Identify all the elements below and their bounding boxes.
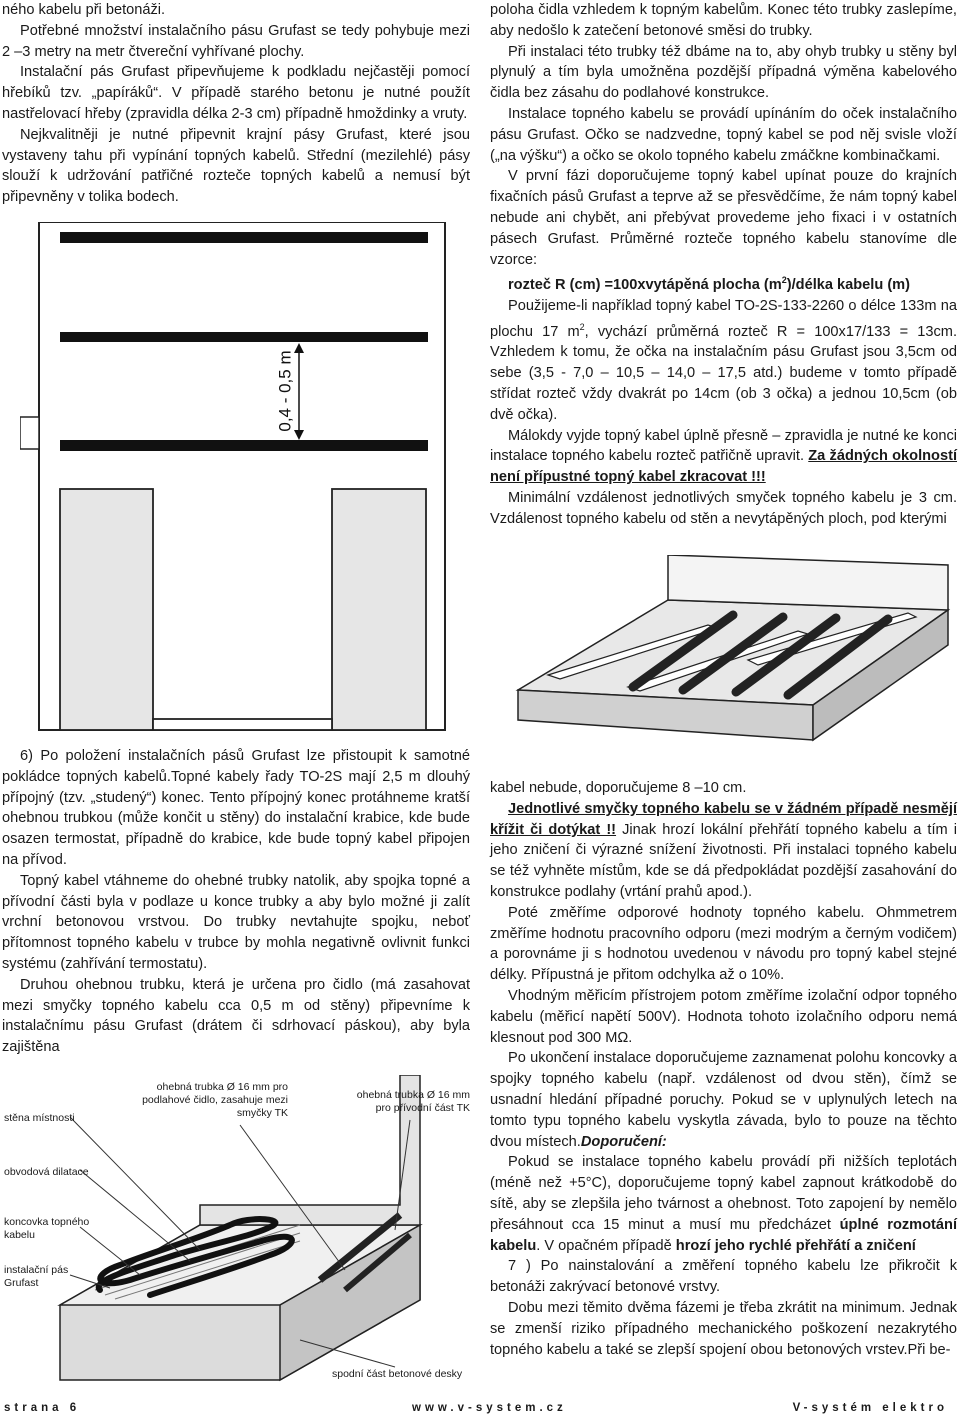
paragraph: Jednotlivé smyčky topného kabelu se v žádném případě nesmějí křížit či dotýkat !! Jinak hrozí lokální přehřátí topného kabelu a tím i jeho zničení či výrazné snížení životnosti. Při instalaci topného kabelu se též vyhněte místům, kde se dá předpokládat pozdější zasahování do konstrukce podlahy (vrtání prahů apod.). — [490, 800, 957, 900]
grufast-strip — [60, 440, 428, 451]
paragraph: Nejkvalitněji je nutné připevnit krajní pásy Grufast, které jsou vystaveny tahu při vypínání topných kabelů. Střední (mezilehlé) pásy slouží k udržování patřičné rozteče topných kabelů a nemusí být připevněny v tolika bodech. — [2, 126, 470, 206]
paragraph: poloha čidla vzhledem k topným kabelům. Konec této trubky zaslepíme, aby nedošlo k zatečení betonové směsi do trubky. — [490, 2, 957, 39]
page-number: strana 6 — [4, 1402, 81, 1414]
paragraph: Instalace topného kabelu se provádí upínáním do oček instalačního pásu Grufast. Očko se nadzvedne, topný kabel se pod něj svisle vloží („na výšku“) a očko se okolo topného kabelu zmáčkne kombinačkami. — [490, 105, 957, 164]
paragraph: 6) Po položení instalačních pásů Grufast lze přistoupit k samotné pokládce topných kabelů.Topné kabely řady TO-2S mají 2,5 m dlouhý přípojný (tzv. „studený“) konec. Tento přípojný konec protáhneme kratší ohebnou trubkou (může končit u stěny) do instalační krabice, kde bude osazen termostat, případně do krabice, kde bude topný kabel připojen na přívod. — [2, 748, 470, 868]
label-wall: stěna místnosti — [4, 1112, 75, 1124]
paragraph: Topný kabel vtáhneme do ohebné trubky natolik, aby spojka topné a přívodní části byla v podlaze u konce trubky a aby bylo možné ji zalít vrchní betonovou vrstvou. Do trubky nevtahujte spojku, neboť přítomnost topného kabelu v trubce by mohla negativně ovlivnit funkci systému (zahřívání termostatu). — [2, 872, 470, 972]
paragraph: Použijeme-li například topný kabel TO-2S-133-2260 o délce 133m na plochu 17 $m^2$, vychází průměrná rozteč R = 100x17/133 = 13cm. Vzhledem k tomu, že očka na instalačním pásu Grufast jsou 3,5cm od sebe (3,5 - 7,0 – 10,5 – 14,0 – 17,5 atd.) budeme v tomto případě střídat rozteč vždy dvakrát po 14cm (ob 3 očka) a jednou 10,5cm (ob dvě očka). — [490, 298, 957, 423]
paragraph: Poté změříme odporové hodnoty topného kabelu. Ohmmetrem změříme hodnotu pracovního odporu (mezi modrým a černým vodičem) a porovnáme ji s hodnotou uvedenou v návodu pro topný kabel stejné délky. Přípustná je přitom odchylka až o 10%. — [490, 904, 957, 984]
paragraph: Potřebné množství instalačního pásu Grufast se tedy pohybuje mezi 2 –3 metry na metr čtvereční vyhřívané plochy. — [2, 22, 470, 60]
text-column-right-top — [490, 0, 957, 530]
text-column-right-bottom — [490, 778, 957, 1360]
paragraph: Vhodným měřicím přístrojem potom změříme izolační odpor topného kabelu (měřicí napětí 500V). Hodnota tohoto izolačního odporu nemá klesnout pod 300 MΩ. — [490, 987, 957, 1046]
wall-back — [668, 555, 948, 610]
paragraph: kabel nebude, doporučujeme 8 –10 cm. — [490, 780, 747, 796]
door-box — [20, 417, 39, 449]
page-footer — [0, 1398, 960, 1418]
paragraph: Dobu mezi těmito dvěma fázemi je třeba zkrátit na minimum. Jednak se zmenší riziko případného mechanického poškození nezakrytého topného kabelu a také se zlepší spojení obou betonových vrstev.Při be- — [490, 1299, 957, 1358]
unheated-area-right — [332, 489, 426, 730]
paragraph: Minimální vzdálenost jednotlivých smyček topného kabelu je 3 cm. Vzdálenost topného kabelu od stěn a nevytápěných ploch, pod kterými — [490, 490, 957, 527]
label-cable-end: koncovka topného kabelu — [4, 1216, 90, 1241]
paragraph: Při instalaci této trubky též dbáme na to, aby ohyb trubky u stěny byl plynulý a tím byla umožněna pozdější případná výměna kabelového čidla bez zásahu do podlahové konstrukce. — [490, 43, 957, 102]
grufast-strip — [60, 232, 428, 243]
paragraph: ného kabelu při betonáži. — [2, 2, 166, 18]
threshold — [153, 719, 332, 730]
paragraph: Málokdy vyjde topný kabel úplně přesně – zpravidla je nutné ke konci instalace topného kabelu rozteč patřičně upravit. Za žádných okolností není přípustné topný kabel zkracovat !!! — [490, 427, 958, 486]
paragraph: Instalační pás Grufast připevňujeme k podkladu nejčastěji pomocí hřebíků tzv. „papíráků“. V případě starého betonu je nutné použít nastřelovací hřeby (zpravidla délka 2-3 cm) případně hmoždinky a vruty. — [2, 64, 470, 122]
paragraph: Po ukončení instalace doporučujeme zaznamenat polohu koncovky a spojky topného kabelu (např. vzdálenost od dvou stěn), čímž se usnadní hledání případné poruchy. Pokud se v uplynulých letech na tomto typu topného kabelu vyskytla závada, bylo to pouze na těchto dvou místech.Doporučení: — [490, 1050, 957, 1150]
grufast-strips-diagram — [20, 222, 465, 742]
paragraph: Druhou ohebnou trubku, která je určena pro čidlo (má zasahovat mezi smyčky topného kabelu cca 0,5 m od stěny) připevníme k instalačnímu pásu Grufast (drátem či sdrhovací páskou), aby byla zajištěna — [2, 976, 470, 1056]
label-tube-sensor: ohebná trubka Ø 16 mm pro podlahové čidlo, zasahuje mezi smyčky TK — [142, 1081, 288, 1119]
formula: rozteč R (cm) =100xvytápěná plocha $(m^2)$/délka kabelu (m) — [508, 275, 911, 294]
paragraph: V první fázi doporučujeme topný kabel upínat pouze do krajních fixačních pásů Grufast a teprve až se přesvědčíme, že nám topný kabel nebude ani chybět, ani přebývat provedeme jeho fixaci i v ostatních pásech Grufast. Průměrné rozteče topného kabelu stanovíme dle vzorce: — [490, 168, 957, 268]
label-tube-supply: ohebná trubka Ø 16 mm pro přívodní část TK — [356, 1089, 470, 1114]
dimension-label: 0,4 - 0,5 m — [275, 350, 295, 432]
label-dilatation: obvodová dilatace — [4, 1166, 89, 1178]
dimension-arrow-down-icon — [294, 430, 304, 440]
grufast-strip — [60, 332, 428, 342]
dimension-arrow-up-icon — [294, 343, 304, 353]
label-base: spodní část betonové desky — [332, 1368, 463, 1380]
paragraph: 7 ) Po nainstalování a změření topného kabelu lze přikročit k betonáži zakrývací betonové vrstvy. — [490, 1258, 957, 1296]
text-column-left-top — [2, 0, 470, 208]
unheated-area-left — [60, 489, 153, 730]
brand-name: V-systém elektro — [792, 1402, 948, 1414]
label-strip: instalační pás Grufast — [4, 1264, 69, 1289]
website-link[interactable]: www.v-system.cz — [412, 1402, 567, 1414]
text-column-left-middle — [2, 746, 470, 1058]
paragraph: Pokud se instalace topného kabelu provádí při nižších teplotách (méně než +5°C), doporučujeme topný kabel zapnout krátkodobě do sítě, aby se zlepšila jeho tvárnost a ohebnost. Toto zapojení by nemělo přesáhnout cca 15 minut a musí mu předcházet úplné rozmotání kabelu. V opačném případě hrozí jeho rychlé přehřátí a zničení — [490, 1154, 958, 1254]
cable-on-strips-3d-diagram — [508, 555, 958, 770]
